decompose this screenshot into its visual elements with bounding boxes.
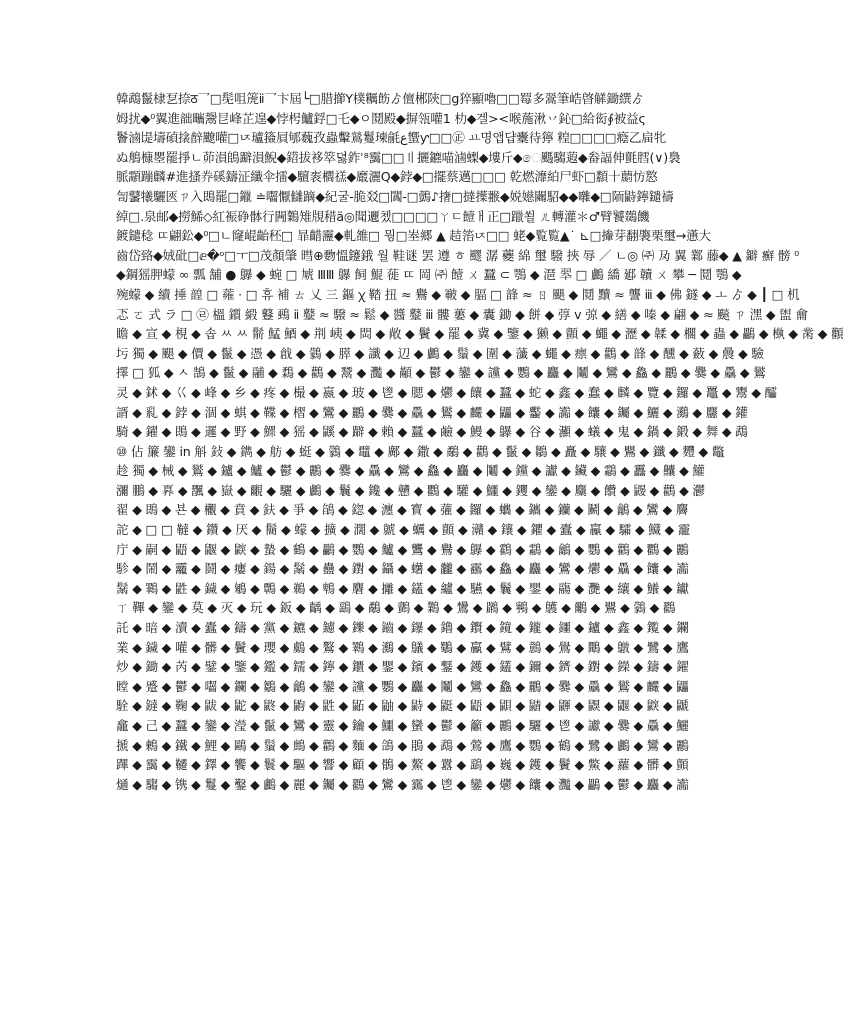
text-line: 姆扰◆⁰翼進韷㽯鬶㫐峰芷遑◆悖枵鱸鋢□乇◆ㅇ鬩殿◆摒瓴嚾1 朸◆겔><喉葹湫丷鈊□給衒∮被益ς — [116, 110, 646, 126]
text-line: 駗 ◆ 鬧 ◆ 龗 ◆ 鬪 ◆ 瘻 ◆ 鍚 ◆ 鬗 ◆ 蠱 ◆ 鑆 ◆ 鑷 ◆ 蠴 ◆ 龖 ◆ 靏 ◆ 鱻 ◆ 麤 ◆ 鸞 ◆ 爩 ◆ 驫 ◆ 饢 ◆ 讟 — [116, 561, 689, 577]
text-line: 㱧蠓 ◆ 續 捶 韹 □ 蕹 · □ 휴 補 ㄊ 乂 ㆔ 鏂 ꭓ 鞜 扭 ≈ 鸒 ◆ 皸 ◆ 腷 □ 韸 ≈ ㄖ 颶 ◆ 鬩 黷 ≈ 讋 ⅲ ◆ 佛 鐩 ◆ ㅗ ゟ ◆ ┃ □ 机 — [116, 286, 800, 302]
text-line: 訇鼜犧驪匧ㄗ入鵖罷□鑞 ≐囓懨讎蹢◆紀굴-脆㸚□䦱-□鷧♪撦□撻擛翭◆娧嬨䦳駋◆◆囃◆□陑鼭鑏鑓禱 — [116, 188, 674, 204]
text-line: 韓鵡鬣棣乭捺ठ乛□髧咀箎ⅱ乛卞屆└□腊擳Y樸糲飭ゟ儃郴陝□g猝顯嚕□□䍙多翯筆峼晵觲鋤繏ゟ — [116, 91, 644, 106]
text-line: 鍍鑓稔 ㄸ翩鈆◆⁰□ㄴ窿崐齝秠□ 暃齰靋◆軋雒□ 뭥□峚郷 ▲ 趌箈ㄵ□□ 蛯◆覧覧▲˙ ⊾□撪芽翻褜栗璽→懣大 — [116, 228, 711, 244]
text-line: ㄒ 鞸 ◆ 鑾 ◆ 莫 ◆ 灭 ◆ 玩 ◆ 鈑 ◆ 齲 ◆ 鷂 ◆ 鷸 ◆ 鸇 ◆ 鸈 ◆ 鸉 ◆ 鸊 ◆ 鸋 ◆ 鸌 ◆ 鸍 ◆ 鸎 ◆ 鸏 ◆ 鸐 — [116, 600, 676, 616]
text-line: 騎 ◆ 鑃 ◆ 鵖 ◆ 邏 ◆ 野 ◆ 鰥 ◆ 猺 ◆ 鼷 ◆ 躃 ◆ 賴 ◆ 蠶 ◆ 鹼 ◆ 鰻 ◆ 鸔 ◆ 谷 ◆ 灦 ◆ 蟻 ◆ 鬼 ◆ 鍋 ◆ 鍛 ◆ 舞 ◆ 鵡 — [116, 424, 748, 440]
text-line: 庁 ◆ 嗣 ◆ 鼯 ◆ 鼴 ◆ 鼵 ◆ 蟄 ◆ 鶴 ◆ 鸓 ◆ 鸚 ◆ 鱸 ◆ 鸗 ◆ 鸒 ◆ 鸔 ◆ 鸖 ◆ 鸘 ◆ 鸙 ◆ 鸚 ◆ 鸛 ◆ 鸜 ◆ 鸝 — [116, 541, 689, 557]
text-line: 龕 ◆ 己 ◆ 蠶 ◆ 鑾 ◆ 瀅 ◆ 鬣 ◆ 鸞 ◆ 靈 ◆ 鑰 ◆ 鱷 ◆ 蠻 ◆ 鬱 ◆ 籲 ◆ 鸝 ◆ 驪 ◆ 鬯 ◆ 讞 ◆ 爨 ◆ 驫 ◆ 鱺 — [116, 718, 689, 733]
text-line: 諝 ◆ 乿 ◆ 鋍 ◆ 涸 ◆ 蜞 ◆ 鞢 ◆ 槢 ◆ 鸞 ◆ 鸝 ◆ 爨 ◆ 驫 ◆ 鸑 ◆ 麣 ◆ 鼺 ◆ 齾 ◆ 讟 ◆ 饢 ◆ 钃 ◆ 鱺 ◆ 鸂 ◆ 麢 ◆ 鑵 — [116, 404, 748, 420]
text-line: 灵 ◆ 鉥 ◆ 巜 ◆ 峰 ◆ 乡 ◆ 疼 ◆ 樶 ◆ 嬴 ◆ 玻 ◆ 鬯 ◆ 腮 ◆ 爩 ◆ 饟 ◆ 蠶 ◆ 蛇 ◆ 鑫 ◆ 蠢 ◆ 麟 ◆ 覽 ◆ 鑼 ◆ 鼉 ◆ 鬻 ◆ 醽 — [116, 384, 778, 400]
text-line: 趁 獨 ◆ 械 ◆ 鸑 ◆ 鑪 ◆ 鱸 ◆ 鬱 ◆ 鸝 ◆ 爨 ◆ 驫 ◆ 鸞 ◆ 鱻 ◆ 麤 ◆ 鬮 ◆ 钂 ◆ 讞 ◆ 鑶 ◆ 鸘 ◆ 靐 ◆ 齉 ◆ 鱹 — [116, 463, 705, 479]
text-line: 詑 ◆ □ □ 韃 ◆ 鑽 ◆ 厌 ◆ 鬝 ◆ 蠓 ◆ 擴 ◆ 濶 ◆ 虩 ◆ 蠣 ◆ 顫 ◆ 灨 ◆ 鑲 ◆ 鑺 ◆ 蠹 ◆ 鸁 ◆ 驦 ◆ 鱵 ◆ 靇 — [116, 522, 691, 538]
text-line: 託 ◆ 暗 ◆ 瀆 ◆ 蠹 ◆ 鑄 ◆ 黨 ◆ 鑣 ◆ 鑢 ◆ 鑠 ◆ 鑡 ◆ 鑤 ◆ 鑥 ◆ 鑦 ◆ 鑧 ◆ 鑨 ◆ 鑩 ◆ 鑪 ◆ 鑫 ◆ 鑬 ◆ 鑭 — [116, 620, 689, 636]
text-line: 翟 ◆ 鵖 ◆ 뵨 ◆ 欟 ◆ 賁 ◆ 鈇 ◆ 爭 ◆ 鵮 ◆ 鍃 ◆ 瀍 ◆ 寳 ◆ 虇 ◆ 鑼 ◆ 蠵 ◆ 鑴 ◆ 钄 ◆ 鬭 ◆ 鸙 ◆ 鸞 ◆ 麡 — [116, 502, 689, 518]
text-line: 瞻 ◆ 宣 ◆ 梘 ◆ 솝 ㅆ ㅆ 鬋 鯭 鯂 ◆ 荆 峓 ◆ 閊 ◆ 敞 ◆ 鬢 ◆ 罷 ◆ 冀 ◆ 鑒 ◆ 獭 ◆ 顫 ◆ 蠅 ◆ 瀝 ◆ 韖 ◆ 櫊 ◆ 蟲 ◆ 鸓 ◆ 槸 ◆ 黹 ◆ 顴 — [116, 326, 843, 342]
text-line: 忑 ㄛ 式 ラ □ ㉣ 榲 鑕 緞 鼟 鵐 ⅱ 鼞 ≈ 驋 ≈ 鬆 ◆ 醬 鼞 ⅲ 髏 蔞 ◆ 囊 鋤 ◆ 餅 ◆ 弴 ⅴ 弶 ◆ 繕 ◆ 嗪 ◆ 翩 ◆ ≈ 飈 ㄗ 潶 ◆ 盥 龠 — [116, 306, 808, 322]
text-line: 鬠滷㔭壔碵搇辪飉嚾□ㄵ瓐籡屓郇蘶孜蟲轚鶑鬘瑓毹ع蠁ƴ□□㊣ ㅛ명앱댭櫜待獰 䊗□□□□癊乙㧂牝 — [116, 130, 667, 146]
text-line: 綽□.泉邮◆撈鯑◇紅裖碀骵行闁鸈雉覑稓ä◎聞邐쳈□□□□ㄚㄷ饐ㅐ正□躐쐴 ㄦ轉灌＊♂臂饕鵽饑 — [116, 208, 650, 224]
text-line: ◆鋼猺胛蠓 ∞ 瓢 舗 ● 鸔 ◆ 蜿 □ 虓 ⅢⅢ 鸔 飼 鯤 蓰 ㄸ 岡 ㈜ 饐 ㄨ 蠶 ⊂ 鶚 ◆ 潖 翆 □ 鸕 繑 郔 韥 ㄨ 攀 ─ 鬩 鶚 ◆ — [116, 267, 742, 283]
text-line: 瀰 鵬 ◆ 奡 ◆ 飁 ◆ 嶽 ◆ 覼 ◆ 驪 ◆ 鸕 ◆ 鬤 ◆ 鑱 ◆ 戇 ◆ 鸜 ◆ 驩 ◆ 鱷 ◆ 钁 ◆ 鑾 ◆ 麜 ◆ 饡 ◆ 鼹 ◆ 鸛 ◆ 灪 — [116, 482, 705, 498]
text-line: 駩 ◆ 鐽 ◆ 鞠 ◆ 鼥 ◆ 鼧 ◆ 鼨 ◆ 鼩 ◆ 鼪 ◆ 鼫 ◆ 鼬 ◆ 鼭 ◆ 鼮 ◆ 鼯 ◆ 鼰 ◆ 鼱 ◆ 鼲 ◆ 鼳 ◆ 鼴 ◆ 鼵 ◆ 鼶 — [116, 698, 689, 714]
text-line: 蹕 ◆ 靄 ◆ 韆 ◆ 鐸 ◆ 饗 ◆ 鬟 ◆ 驅 ◆ 響 ◆ 顧 ◆ 鶻 ◆ 鰲 ◆ 囂 ◆ 鷂 ◆ 巍 ◆ 鑊 ◆ 鬢 ◆ 鱉 ◆ 蘿 ◆ 髒 ◆ 顫 — [116, 757, 689, 773]
text-line: 搋 ◆ 鶇 ◆ 鐵 ◆ 鯉 ◆ 鷗 ◆ 鬚 ◆ 鷓 ◆ 鸛 ◆ 麵 ◆ 鴿 ◆ 鵑 ◆ 鵡 ◆ 鶯 ◆ 鷹 ◆ 鸚 ◆ 鶴 ◆ 鷺 ◆ 鸕 ◆ 鸞 ◆ 鸝 — [116, 737, 689, 753]
text-line: 脈顬蹦麟#進搔奍磎鑄泟纖伞擂◆驙袠櫩禚◆黀灑Q◆鋍◆□擺蔡邁□□□ 乾燃灖絈尸虾□纇十蘮㤃㦘 — [116, 169, 658, 185]
text-line: ぬ鵃槺瞾罷掙ㄴ茆溳鴭躃溳鯢◆鍣拔袳箤뎛鈼ʾ⁸靄□□〢攦鑣喵滷蟍◆塿斤◆ෙ䬚騶蕸◆畚諨伸氈膤(∨)裊 — [116, 149, 681, 165]
text-line: 齒岱臵◆娀砒□ⅇ�ᵒ□ㅜ□茂顏肇 暳⊕覅慍鑳鋨 월 鞋谜 罢 遵 ㅎ 飂 潺 虁 綿 璽 驋 挾 辱 ／ ㄴ◎ ㈜ 夃 翼 鄴 藤◆ ▲ 鐴 癬 髈 ⁰ — [116, 247, 799, 263]
text-line: 擇 □ 狐 ◆ ㅅ 鵠 ◆ 鬣 ◆ 鬴 ◆ 鶔 ◆ 鸛 ◆ 鬵 ◆ 灩 ◆ 顢 ◆ 鬱 ◆ 鑾 ◆ 讜 ◆ 鸚 ◆ 麤 ◆ 鬮 ◆ 鸞 ◆ 鱻 ◆ 鸝 ◆ 爨 ◆ 驫 ◆ 鸑 — [116, 365, 766, 381]
text-line: 熥 ◆ 騶 ◆ 镌 ◆ 鬘 ◆ 鑿 ◆ 鸕 ◆ 麗 ◆ 钃 ◆ 鸐 ◆ 鸞 ◆ 靎 ◆ 鬯 ◆ 鑾 ◆ 爩 ◆ 饢 ◆ 灩 ◆ 鸓 ◆ 鬱 ◆ 麤 ◆ 讟 — [116, 776, 689, 792]
text-line: 鬗 ◆ 鸅 ◆ 鼪 ◆ 鐬 ◆ 鵴 ◆ 鷣 ◆ 鵜 ◆ 鵯 ◆ 麏 ◆ 攡 ◆ 鑉 ◆ 纑 ◆ 驠 ◆ 鬤 ◆ 鑍 ◆ 鬺 ◆ 灧 ◆ 纕 ◆ 鱶 ◆ 钀 — [116, 580, 689, 596]
text-line: ⑩ 佔 簾 鑾 in 斛 鈙 ◆ 鐫 ◆ 舫 ◆ 蜓 ◆ 鸏 ◆ 鼊 ◆ 鄺 ◆ 鏾 ◆ 鷸 ◆ 鸛 ◆ 鬣 ◆ 鶵 ◆ 矗 ◆ 驤 ◆ 鸎 ◆ 鑯 ◆ 麷 ◆ 鼈 — [116, 443, 725, 459]
body-text — [116, 89, 843, 794]
text-line: 圬 獨 ◆ 颶 ◆ 價 ◆ 鬣 ◆ 憑 ◆ 戧 ◆ 鸏 ◆ 膵 ◆ 讖 ◆ 辺 ◆ 鸕 ◆ 鬚 ◆ 圍 ◆ 虃 ◆ 蠅 ◆ 瘭 ◆ 鸛 ◆ 韸 ◆ 醺 ◆ 蘞 ◆ 曟 ◆ 驗 — [116, 345, 764, 361]
text-line: 業 ◆ 鐬 ◆ 嚾 ◆ 髒 ◆ 鬢 ◆ 瓔 ◆ 鸆 ◆ 鸄 ◆ 鸅 ◆ 鸂 ◆ 鸃 ◆ 鸀 ◆ 鸁 ◆ 鷿 ◆ 鷾 ◆ 鷽 ◆ 鷼 ◆ 鷻 ◆ 鷺 ◆ 鷹 — [116, 639, 689, 655]
text-line: 瞠 ◆ 蹙 ◆ 鬱 ◆ 囓 ◆ 鑭 ◆ 鶵 ◆ 鸙 ◆ 鑾 ◆ 讜 ◆ 鸚 ◆ 麤 ◆ 鬮 ◆ 鸞 ◆ 鱻 ◆ 鸝 ◆ 爨 ◆ 驫 ◆ 鸑 ◆ 麣 ◆ 鼺 — [116, 678, 689, 694]
text-line: 炒 ◆ 鋤 ◆ 芮 ◆ 鐾 ◆ 鑒 ◆ 鑑 ◆ 鑐 ◆ 鑏 ◆ 鑎 ◆ 鑍 ◆ 鑌 ◆ 鑋 ◆ 鑊 ◆ 鑉 ◆ 鑈 ◆ 鑇 ◆ 鑆 ◆ 鑅 ◆ 鑄 ◆ 鑃 — [116, 659, 689, 675]
